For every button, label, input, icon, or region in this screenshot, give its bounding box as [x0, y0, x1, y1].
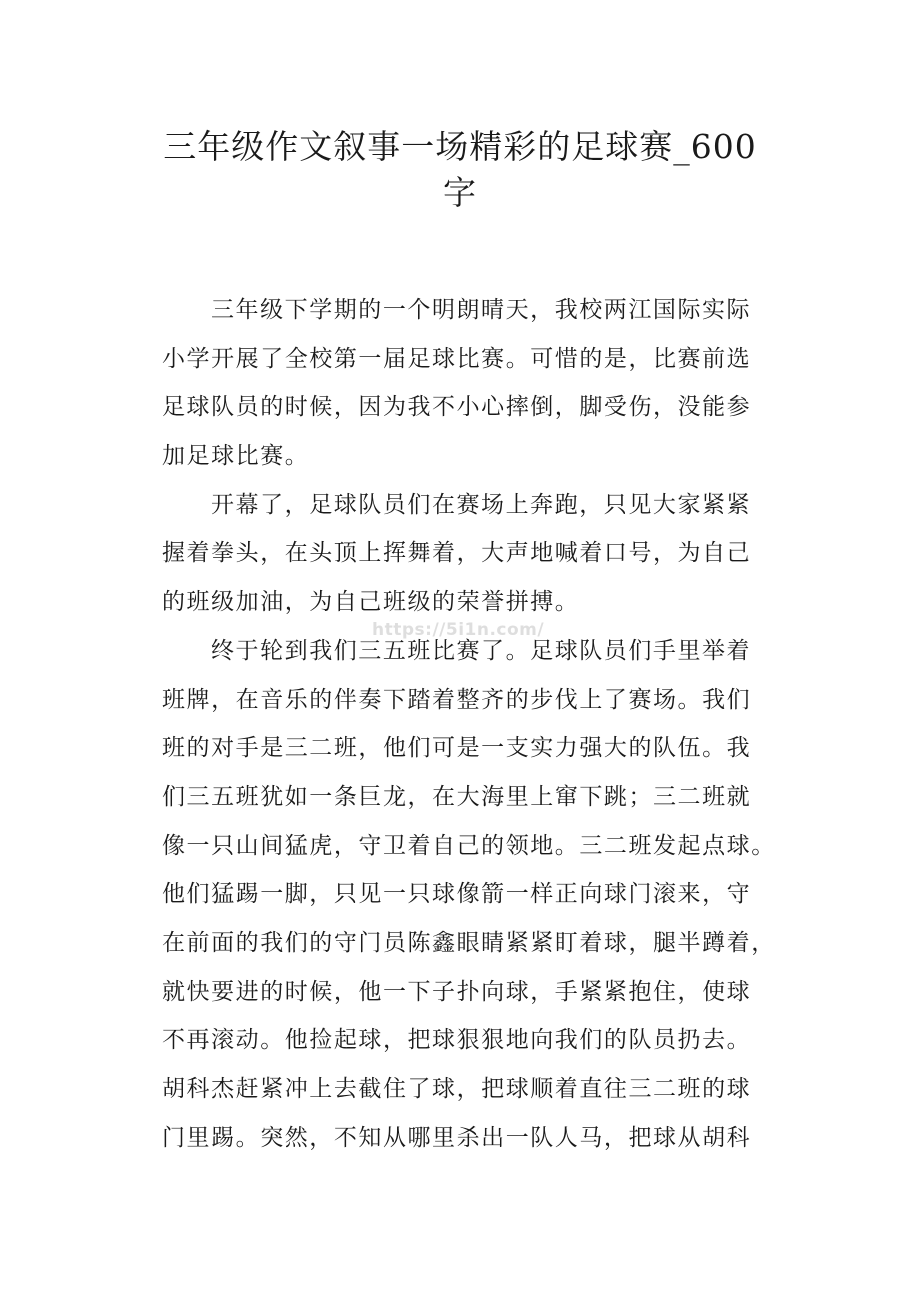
title-line-2: 字 [443, 173, 477, 212]
paragraph-3-line: 班的对手是三二班，他们可是一支实力强大的队伍。我 [162, 735, 752, 762]
paragraph-1-line: 小学开展了全校第一届足球比赛。可惜的是，比赛前选 [162, 345, 752, 372]
paragraph-2-line: 开幕了，足球队员们在赛场上奔跑，只见大家紧紧 [211, 491, 752, 518]
paragraph-1-line: 三年级下学期的一个明朗晴天，我校两江国际实际 [211, 297, 752, 323]
watermark: https://5i1n.com/ [372, 620, 545, 640]
paragraph-3-line: 班牌，在音乐的伴奏下踏着整齐的步伐上了赛场。我们 [162, 686, 752, 713]
paragraph-3-line: 终于轮到我们三五班比赛了。足球队员们手里举着 [211, 637, 752, 664]
paragraph-1-line: 足球队员的时候，因为我不小心摔倒，脚受伤，没能参 [162, 394, 752, 421]
document-title [150, 124, 770, 216]
paragraph-3-line: 他们猛踢一脚，只见一只球像箭一样正向球门滚来，守 [162, 881, 752, 908]
paragraph-3-line: 像一只山间猛虎，守卫着自己的领地。三二班发起点球。 [162, 832, 776, 859]
paragraph-3-line: 门里踢。突然，不知从哪里杀出一队人马，把球从胡科 [162, 1124, 752, 1151]
paragraph-3-line: 不再滚动。他捡起球，把球狠狠地向我们的队员扔去。 [162, 1027, 752, 1054]
title-line-1: 三年级作文叙事一场精彩的足球赛_600 [163, 127, 757, 166]
paragraph-3-line: 胡科杰赶紧冲上去截住了球，把球顺着直往三二班的球 [162, 1076, 752, 1102]
paragraph-1-line: 加足球比赛。 [162, 443, 310, 470]
paragraph-3-line: 在前面的我们的守门员陈鑫眼睛紧紧盯着球，腿半蹲着， [162, 929, 776, 956]
paragraph-3-line: 就快要进的时候，他一下子扑向球，手紧紧抱住，使球 [162, 978, 752, 1005]
article-body [162, 286, 782, 1162]
paragraph-2-line: 的班级加油，为自己班级的荣誉拼搏。 [162, 589, 580, 616]
paragraph-3-line: 们三五班犹如一条巨龙，在大海里上窜下跳；三二班就 [162, 783, 752, 810]
paragraph-2-line: 握着拳头，在头顶上挥舞着，大声地喊着口号，为自己 [162, 540, 752, 567]
